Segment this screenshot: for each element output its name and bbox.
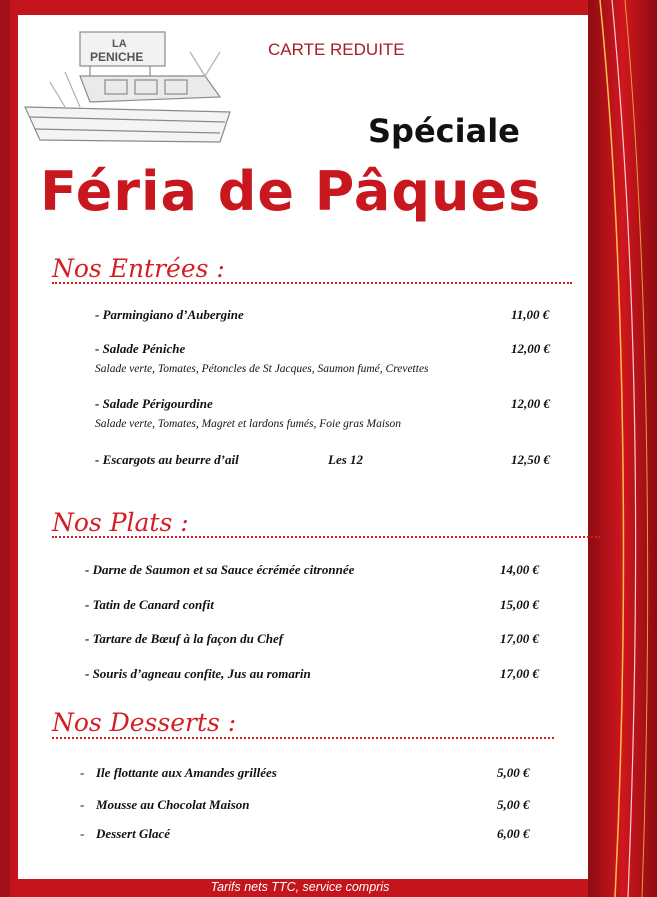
dessert-dash: - [80, 797, 85, 812]
dessert-price: 5,00 € [497, 765, 530, 780]
speciale-title: Spéciale [368, 112, 520, 150]
plat-name: - Tartare de Bœuf à la façon du Chef [85, 631, 284, 646]
entree-price: 12,00 € [511, 341, 550, 356]
dessert-price: 5,00 € [497, 797, 530, 812]
carte-reduite-label: CARTE REDUITE [268, 40, 405, 59]
dessert-dash: - [80, 826, 85, 841]
plat-price: 17,00 € [500, 631, 539, 646]
plat-price: 14,00 € [500, 562, 539, 577]
entree-price: 12,50 € [511, 452, 550, 467]
plats-divider [52, 536, 600, 538]
boat-sign-la: LA [112, 38, 127, 50]
entree-description: Salade verte, Tomates, Magret et lardons fumés, Foie gras Maison [95, 418, 402, 430]
entree-quantity: Les 12 [328, 452, 364, 467]
plat-name: - Tatin de Canard confit [85, 597, 214, 612]
entree-name: - Escargots au beurre d’ail [95, 452, 239, 467]
dessert-dash: - [80, 765, 85, 780]
footer-note: Tarifs nets TTC, service compris [210, 880, 390, 894]
entrees-divider [52, 282, 572, 284]
plat-price: 17,00 € [500, 666, 539, 681]
dessert-price: 6,00 € [497, 826, 530, 841]
entree-name: - Salade Périgourdine [95, 396, 213, 411]
entree-price: 12,00 € [511, 396, 550, 411]
plat-name: - Darne de Saumon et sa Sauce écrémée citronnée [85, 562, 355, 577]
plat-price: 15,00 € [500, 597, 539, 612]
entree-price: 11,00 € [511, 307, 550, 322]
feria-title: Féria de Pâques [40, 160, 542, 223]
entree-name: - Parmingiano d’Aubergine [95, 307, 244, 322]
plat-name: - Souris d’agneau confite, Jus au romarin [85, 666, 311, 681]
plats-section-title: Nos Plats : [52, 508, 189, 537]
desserts-divider [52, 737, 554, 739]
entree-description: Salade verte, Tomates, Pétoncles de St Jacques, Saumon fumé, Crevettes [95, 363, 429, 375]
desserts-section-title: Nos Desserts : [52, 708, 237, 737]
dessert-name: Ile flottante aux Amandes grillées [96, 765, 277, 780]
boat-sketch-illustration [20, 12, 240, 162]
boat-sign-peniche: PENICHE [90, 50, 144, 64]
dessert-name: Dessert Glacé [96, 826, 171, 841]
entrees-section-title: Nos Entrées : [52, 254, 225, 283]
dessert-name: Mousse au Chocolat Maison [96, 797, 250, 812]
entree-name: - Salade Péniche [95, 341, 186, 356]
